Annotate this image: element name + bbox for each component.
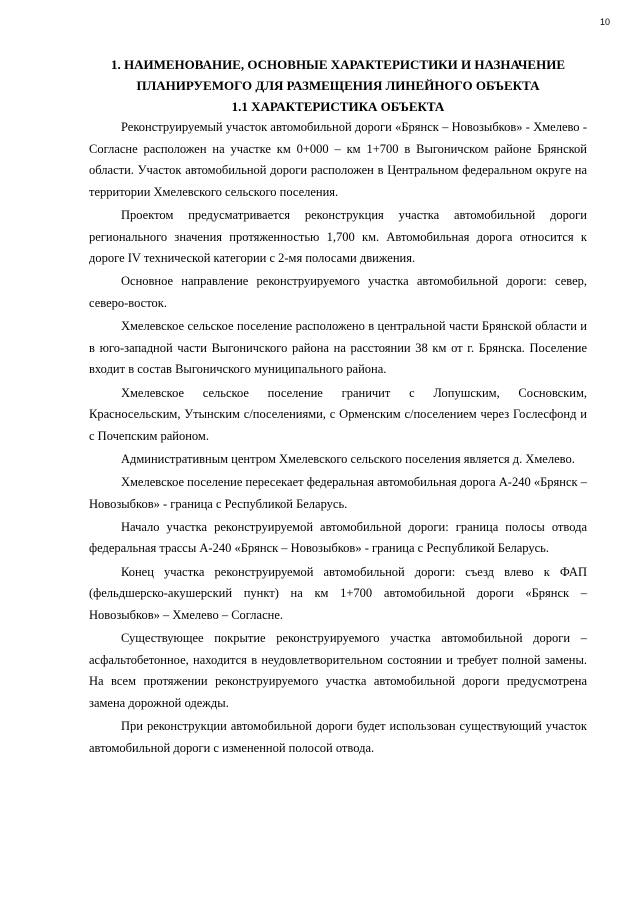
page-number: 10 <box>599 17 610 27</box>
paragraph-admin-center: Административным центром Хмелевского сельского поселения является д. Хмелево. <box>121 451 575 466</box>
section-title-line-2: ПЛАНИРУЕМОГО ДЛЯ РАЗМЕЩЕНИЯ ЛИНЕЙНОГО ОБЪЕКТА <box>136 78 540 93</box>
section-title-line-1: 1. НАИМЕНОВАНИЕ, ОСНОВНЫЕ ХАРАКТЕРИСТИКИ И НАЗНАЧЕНИЕ <box>110 57 566 72</box>
document-body <box>89 50 587 761</box>
paragraph-pavement: Существующее покрытие реконструируемого участка автомобильной дороги – асфальтобетонное, находится в неудовлетворительном состоянии и требует полной замены. На всем протяжении реконструируемого участка автомобильной дороги предусмотрена замена дорожной одежды. <box>89 631 587 710</box>
paragraph-settlement-location: Хмелевское сельское поселение расположено в центральной части Брянской области и в юго-западной части Выгоничского района на расстоянии 38 км от г. Брянска. Поселение входит в состав Выгоничского муниципального района. <box>89 319 587 377</box>
paragraph-reconstruction: При реконструкции автомобильной дороги будет использован существующий участок автомобильной дороги с измененной полосой отвода. <box>89 718 587 755</box>
paragraph-location: Реконструируемый участок автомобильной дороги «Брянск – Новозыбков» - Хмелево - Согласне расположен на участке км 0+000 – км 1+700 в Выгоничском районе Брянской области. Участок автомобильной дороги расположен в Центральном федеральном округе на территории Хмелевского сельского поселения. <box>89 120 587 199</box>
paragraph-project-scope: Проектом предусматривается реконструкция участка автомобильной дороги регионального значения протяженностью 1,700 км. Автомобильная дорога относится к дороге IV технической категории с 2-мя полосами движения. <box>89 207 587 266</box>
paragraph-federal-road: Хмелевское поселение пересекает федеральная автомобильная дорога А-240 «Брянск – Новозыбков» - граница с Республикой Беларусь. <box>89 475 587 511</box>
paragraph-section-end: Конец участка реконструируемой автомобильной дороги: съезд влево к ФАП (фельдшерско-акушерский пункт) на км 1+700 автомобильной дороги «Брянск – Новозыбков» – Хмелево – Согласне. <box>89 564 587 622</box>
paragraph-borders: Хмелевское сельское поселение граничит с Лопушским, Сосновским, Красносельским, Утынским с/поселениями, с Орменским с/поселением через Гослесфонд и с Почепским районом. <box>89 385 587 443</box>
subsection-title: 1.1 ХАРАКТЕРИСТИКА ОБЪЕКТА <box>231 99 445 114</box>
paragraph-section-start: Начало участка реконструируемой автомобильной дороги: граница полосы отвода федеральная трассы А-240 «Брянск – Новозыбков» - граница с Республикой Беларусь. <box>89 519 587 556</box>
paragraph-direction: Основное направление реконструируемого участка автомобильной дороги: север, северо-восток. <box>89 274 587 310</box>
